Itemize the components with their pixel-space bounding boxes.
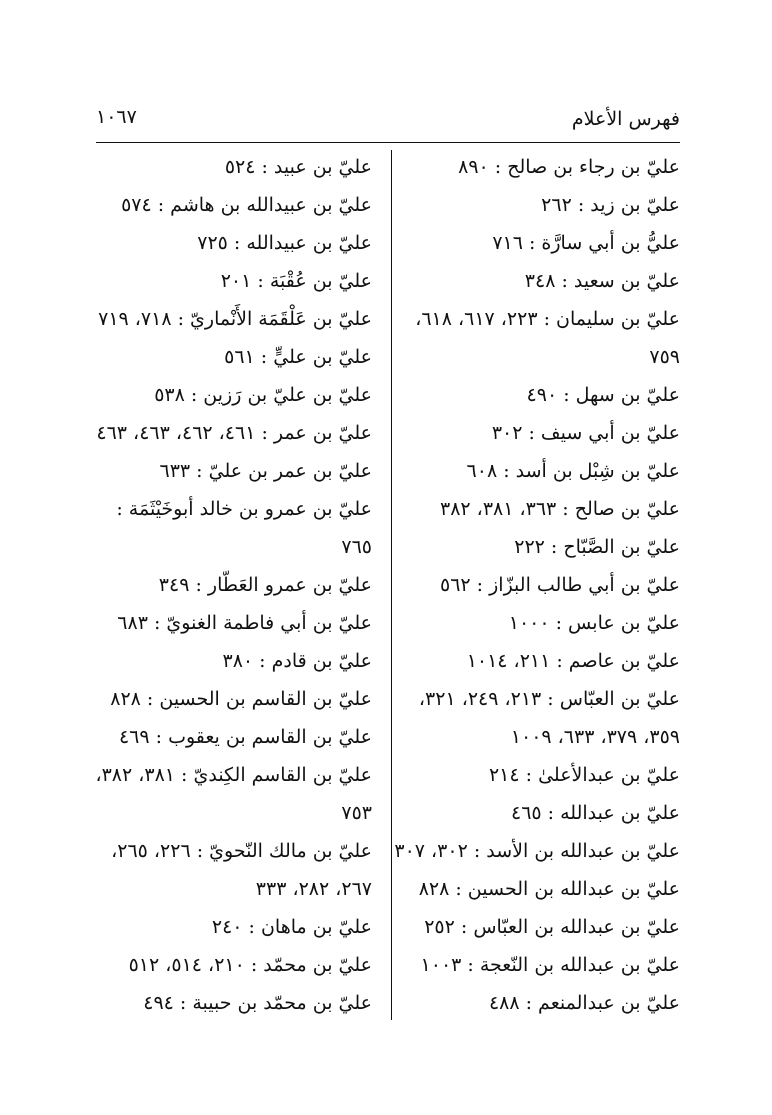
index-entry-line: عليّ بن رجاء بن صالح : ٨٩٠ (458, 156, 680, 178)
index-entry-line: عليّ بن عبدالله بن الأسد : ٣٠٢، ٣٠٧ (394, 840, 680, 862)
index-entry-line: عليّ بن عبدالأعلىٰ : ٢١٤ (488, 764, 680, 786)
index-entry-line: عليّ بن عَلْقَمَة الأَنْماريّ : ٧١٨، ٧١٩ (98, 308, 372, 330)
index-entry-line: ٧٥٣ (341, 802, 372, 824)
index-entry-line: عليّ بن أبي طالب البزّاز : ٥٦٢ (440, 574, 680, 596)
index-entry-line: عليّ بن عليٍّ : ٥٦١ (224, 346, 372, 368)
index-entry-line: ٧٦٥ (341, 536, 372, 558)
index-entry-line: عليّ بن عبدالله بن العبّاس : ٢٥٢ (424, 916, 680, 938)
index-entry-line: عليّ بن عبدالله بن النّعجة : ١٠٠٣ (420, 954, 680, 976)
index-entry-line: عليّ بن مالك النّحويّ : ٢٢٦، ٢٦٥، (111, 840, 372, 862)
index-entry-line: عليُّ بن أبي سارَّة : ٧١٦ (492, 232, 680, 254)
index-entry-line: عليّ بن عابس : ١٠٠٠ (508, 612, 680, 634)
index-entry-line: عليّ بن عمر : ٤٦١، ٤٦٢، ٤٦٣، ٤٦٣ (96, 422, 372, 444)
index-entry-line: عليّ بن ماهان : ٢٤٠ (211, 916, 372, 938)
index-entry-line: عليّ بن أبي فاطمة الغنويّ : ٦٨٣ (117, 612, 372, 634)
index-entry-line: عليّ بن سليمان : ٢٢٣، ٦١٧، ٦١٨، (415, 308, 680, 330)
index-entry-line: عليّ بن العبّاس : ٢١٣، ٢٤٩، ٣٢١، (418, 688, 680, 710)
index-entry-line: عليّ بن صالح : ٣٦٣، ٣٨١، ٣٨٢ (440, 498, 680, 520)
index-entry-line: عليّ بن عمرو العَطّار : ٣٤٩ (158, 574, 372, 596)
index-entry-line: عليّ بن محمّد بن حبيبة : ٤٩٤ (143, 992, 372, 1014)
index-entry-line: ٢٦٧، ٢٨٢، ٣٣٣ (255, 878, 372, 900)
index-entry-line: عليّ بن الصَّبّاح : ٢٢٢ (514, 536, 680, 558)
index-entry-line: عليّ بن القاسم بن الحسين : ٨٢٨ (110, 688, 372, 710)
index-entry-line: عليّ بن أبي سيف : ٣٠٢ (491, 422, 680, 444)
index-entry-line: عليّ بن القاسم الكِنديّ : ٣٨١، ٣٨٢، (95, 764, 372, 786)
index-entry-line: عليّ بن عمر بن عليّ : ٦٣٣ (159, 460, 372, 482)
page-title: فهرس الأعلام (571, 108, 680, 130)
index-entry-line: عليّ بن شِبْل بن أسد : ٦٠٨ (466, 460, 680, 482)
column-divider (391, 150, 392, 1020)
header-rule (96, 142, 680, 143)
page-header (96, 100, 680, 136)
index-entry-line: عليّ بن عاصم : ٢١١، ١٠١٤ (466, 650, 680, 672)
index-entry-line: عليّ بن قادم : ٣٨٠ (222, 650, 372, 672)
index-entry-line: عليّ بن عبدالله : ٤٦٥ (511, 802, 680, 824)
index-entry-line: عليّ بن عبدالمنعم : ٤٨٨ (488, 992, 680, 1014)
index-entry-line: عليّ بن عُقْبَة : ٢٠١ (220, 270, 372, 292)
index-entry-line: عليّ بن سعيد : ٣٤٨ (524, 270, 680, 292)
index-entry-line: عليّ بن محمّد : ٢١٠، ٥١٤، ٥١٢ (128, 954, 372, 976)
page-number: ١٠٦٧ (96, 106, 137, 128)
index-entry-line: عليّ بن سهل : ٤٩٠ (526, 384, 680, 406)
index-entry-line: عليّ بن عبيد : ٥٢٤ (224, 156, 372, 178)
index-entry-line: عليّ بن عبيدالله : ٧٢٥ (197, 232, 372, 254)
index-entry-line: عليّ بن القاسم بن يعقوب : ٤٦٩ (118, 726, 372, 748)
index-entry-line: عليّ بن عبدالله بن الحسين : ٨٢٨ (418, 878, 680, 900)
right-column (394, 148, 680, 1022)
index-entry-line: عليّ بن عليّ بن رَزين : ٥٣٨ (154, 384, 372, 406)
index-entry-line: ٧٥٩ (649, 346, 680, 368)
index-entry-line: عليّ بن زيد : ٢٦٢ (541, 194, 680, 216)
index-entry-line: ٣٥٩، ٣٧٩، ٦٣٣، ١٠٠٩ (510, 726, 680, 748)
index-entry-line: عليّ بن عمرو بن خالد أبوخَيْثَمَة : (116, 498, 372, 520)
index-entry-line: عليّ بن عبيدالله بن هاشم : ٥٧٤ (121, 194, 372, 216)
left-column (95, 148, 372, 1022)
